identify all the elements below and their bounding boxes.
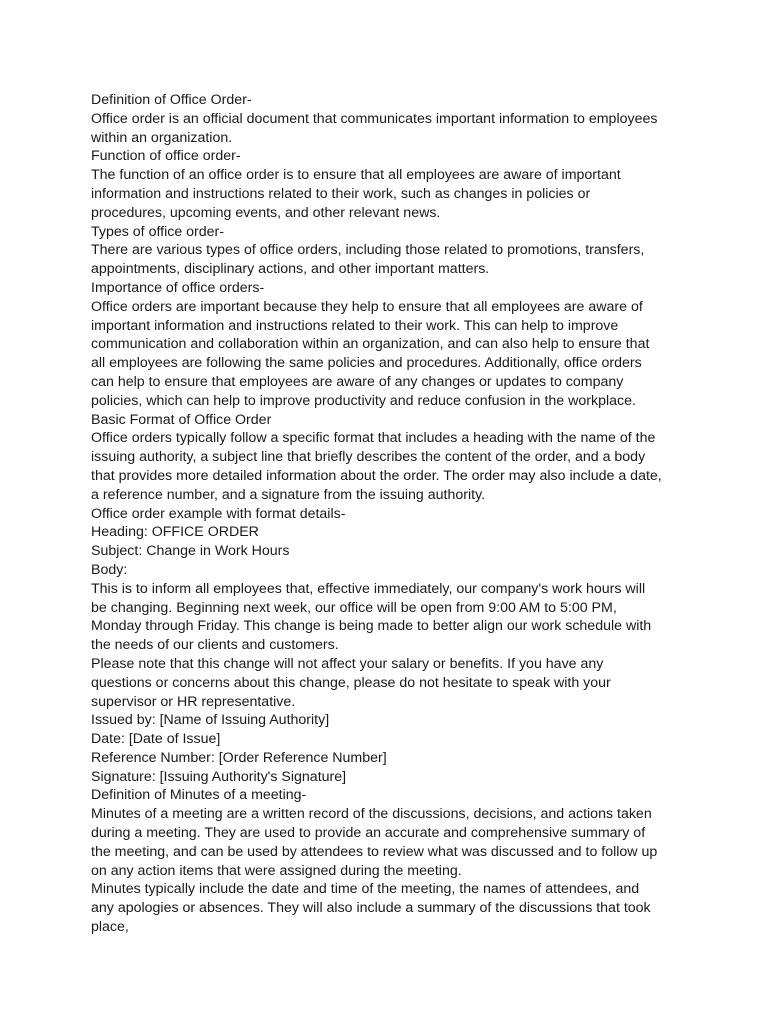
example-signature: Signature: [Issuing Authority's Signature] xyxy=(91,768,347,785)
paragraph-function-office-order: The function of an office order is to ensure that all employees are aware of important information and instructions related to their work, such as changes in policies or procedures, upcoming events, and other relevant news. xyxy=(91,167,621,221)
example-reference-number: Reference Number: [Order Reference Number] xyxy=(91,749,387,766)
example-heading-line: Heading: OFFICE ORDER xyxy=(91,524,259,541)
heading-definition-minutes: Definition of Minutes of a meeting- xyxy=(91,787,307,804)
paragraph-importance-office-orders: Office orders are important because they help to ensure that all employees are aware of important information and instructions related to their work. This can help to improve communication and collaboration within an organization, and can also help to ensure that all employees are following the same policies and procedures. Additionally, office orders can help to ensure that employees are aware of any changes or updates to company policies, which can help to improve productivity and reduce confusion in the workplace. xyxy=(91,298,650,409)
heading-office-order-example: Office order example with format details- xyxy=(91,505,346,522)
heading-importance-office-orders: Importance of office orders- xyxy=(91,279,265,296)
paragraph-basic-format: Office orders typically follow a specific format that includes a heading with the name of the issuing authority, a subject line that briefly describes the content of the order, and a body that provides more detailed information about the order. The order may also include a date, a reference number, and a signature from the issuing authority. xyxy=(91,430,662,503)
heading-function-office-order: Function of office order- xyxy=(91,148,241,165)
paragraph-types-office-order: There are various types of office orders, including those related to promotions, transfers, appointments, disciplinary actions, and other important matters. xyxy=(91,242,645,278)
heading-types-office-order: Types of office order- xyxy=(91,223,225,240)
example-body-label: Body: xyxy=(91,561,128,578)
heading-definition-office-order: Definition of Office Order- xyxy=(91,92,252,108)
document-page xyxy=(91,91,663,937)
example-body-paragraph-2: Please note that this change will not affect your salary or benefits. If you have any questions or concerns about this change, please do not hesitate to speak with your supervisor or HR representative. xyxy=(91,655,611,710)
example-subject-line: Subject: Change in Work Hours xyxy=(91,543,290,560)
heading-basic-format: Basic Format of Office Order xyxy=(91,411,272,428)
example-date: Date: [Date of Issue] xyxy=(91,731,221,748)
example-body-paragraph-1: This is to inform all employees that, effective immediately, our company's work hours will be changing. Beginning next week, our office will be open from 9:00 AM to 5:00 PM, Monday through Friday. This change is being made to better align our work schedule with the needs of our clients and customers. xyxy=(91,580,652,654)
paragraph-minutes-definition: Minutes of a meeting are a written record of the discussions, decisions, and actions taken during a meeting. They are used to provide an accurate and comprehensive summary of the meeting, and can be used by attendees to review what was discussed and to follow up on any action items that were assigned during the meeting. xyxy=(91,806,658,879)
paragraph-office-order-definition: Office order is an official document that communicates important information to employees within an organization. xyxy=(91,110,658,146)
paragraph-minutes-contents: Minutes typically include the date and time of the meeting, the names of attendees, and any apologies or absences. They will also include a summary of the discussions that took place, xyxy=(91,881,651,936)
example-issued-by: Issued by: [Name of Issuing Authority] xyxy=(91,712,330,729)
